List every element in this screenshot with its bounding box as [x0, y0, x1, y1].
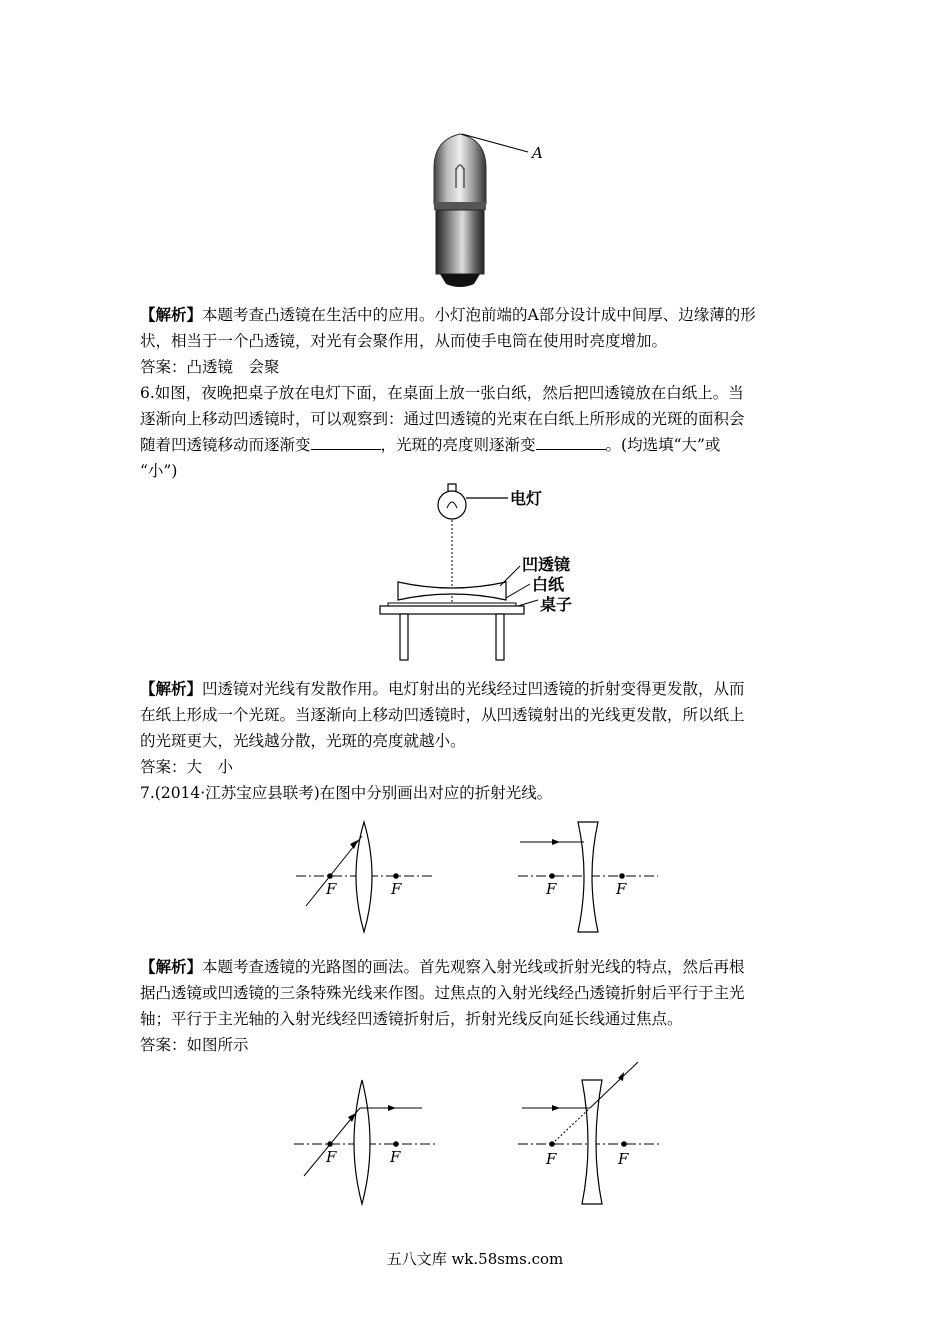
question-6: [140, 380, 820, 484]
focus-point: [393, 873, 399, 879]
lens-question-diagram: [290, 820, 670, 940]
lamp-lens-figure: [370, 482, 590, 664]
question-text: ，光斑的亮度则逐渐变: [380, 436, 536, 454]
analysis-text: 轴；平行于主光轴的入射光线经凹透镜折射后，折射光线反向延长线通过焦点。: [140, 1010, 683, 1028]
focus-point: [393, 1141, 399, 1147]
question-text: 。(均选填“大”或: [605, 436, 721, 454]
page-footer: 五八文库 wk.58sms.com: [386, 1250, 564, 1268]
label-a: A: [532, 144, 543, 162]
focus-label: F: [326, 880, 337, 898]
question-text: 7.(2014·江苏宝应县联考)在图中分别画出对应的折射光线。: [140, 784, 553, 802]
analysis-q5: [140, 302, 820, 380]
lens-answer-figure: [290, 1056, 670, 1206]
lens-answer-diagram: [290, 1056, 670, 1206]
analysis-text: 据凸透镜或凹透镜的三条特殊光线来作图。过焦点的入射光线经凸透镜折射后平行于主光: [140, 984, 745, 1002]
analysis-text: 凹透镜对光线有发散作用。电灯射出的光线经过凹透镜的折射变得更发散，从而: [202, 680, 745, 698]
convex-lens: [356, 822, 372, 932]
lens-question-figure: [290, 820, 670, 940]
analysis-text: 的光斑更大，光线越分散，光斑的亮度就越小。: [140, 732, 466, 750]
analysis-text: 本题考查透镜的光路图的画法。首先观察入射光线或折射光线的特点，然后再根: [202, 958, 745, 976]
analysis-text: 在纸上形成一个光斑。当逐渐向上移动凹透镜时，从凹透镜射出的光线更发散，所以纸上: [140, 706, 745, 724]
focus-label: F: [546, 1150, 557, 1168]
table-top: [380, 606, 524, 614]
analysis-q7: [140, 954, 820, 1058]
convex-lens: [354, 1080, 370, 1204]
focus-label: F: [326, 1148, 337, 1166]
answer: 答案：如图所示: [140, 1036, 249, 1054]
focus-label: F: [546, 880, 557, 898]
analysis-text: 本题考查凸透镜在生活中的应用。小灯泡前端的A部分设计成中间厚、边缘薄的形: [202, 306, 756, 324]
bulb-figure: [400, 128, 560, 298]
focus-point: [619, 873, 625, 879]
analysis-tag: 【解析】: [140, 679, 203, 698]
concave-lens: [578, 822, 598, 932]
analysis-q6: [140, 676, 820, 780]
answer-blank: [311, 435, 381, 450]
answer: 答案：凸透镜 会聚: [140, 358, 280, 376]
concave-lens: [582, 1080, 602, 1204]
question-text: 6.如图，夜晚把桌子放在电灯下面，在桌面上放一张白纸，然后把凹透镜放在白纸上。当: [140, 384, 744, 402]
focus-label: F: [390, 1148, 401, 1166]
label-lamp: 电灯: [510, 489, 543, 508]
focus-point: [621, 1141, 627, 1147]
extension-line: [552, 1108, 590, 1144]
focus-label: F: [616, 880, 627, 898]
focus-point: [549, 873, 555, 879]
bulb-illustration: [400, 128, 560, 298]
analysis-text: 状，相当于一个凸透镜，对光有会聚作用，从而使手电筒在使用时亮度增加。: [140, 332, 668, 350]
focus-label: F: [391, 880, 402, 898]
analysis-tag: 【解析】: [140, 305, 203, 324]
question-7: [140, 780, 820, 806]
lamp-lens-diagram: [370, 482, 590, 664]
question-text: 逐渐向上移动凹透镜时，可以观察到：通过凹透镜的光束在白纸上所形成的光斑的面积会: [140, 410, 745, 428]
label-table: 桌子: [540, 595, 573, 614]
label-paper: 白纸: [532, 575, 565, 594]
focus-label: F: [618, 1150, 629, 1168]
answer: 答案：大 小: [140, 758, 234, 776]
lamp-icon: [438, 491, 466, 519]
answer-blank: [536, 435, 606, 450]
label-lens: 凹透镜: [522, 555, 571, 574]
question-text: “小”): [140, 462, 178, 480]
analysis-tag: 【解析】: [140, 957, 203, 976]
question-text: 随着凹透镜移动而逐渐变: [140, 436, 311, 454]
